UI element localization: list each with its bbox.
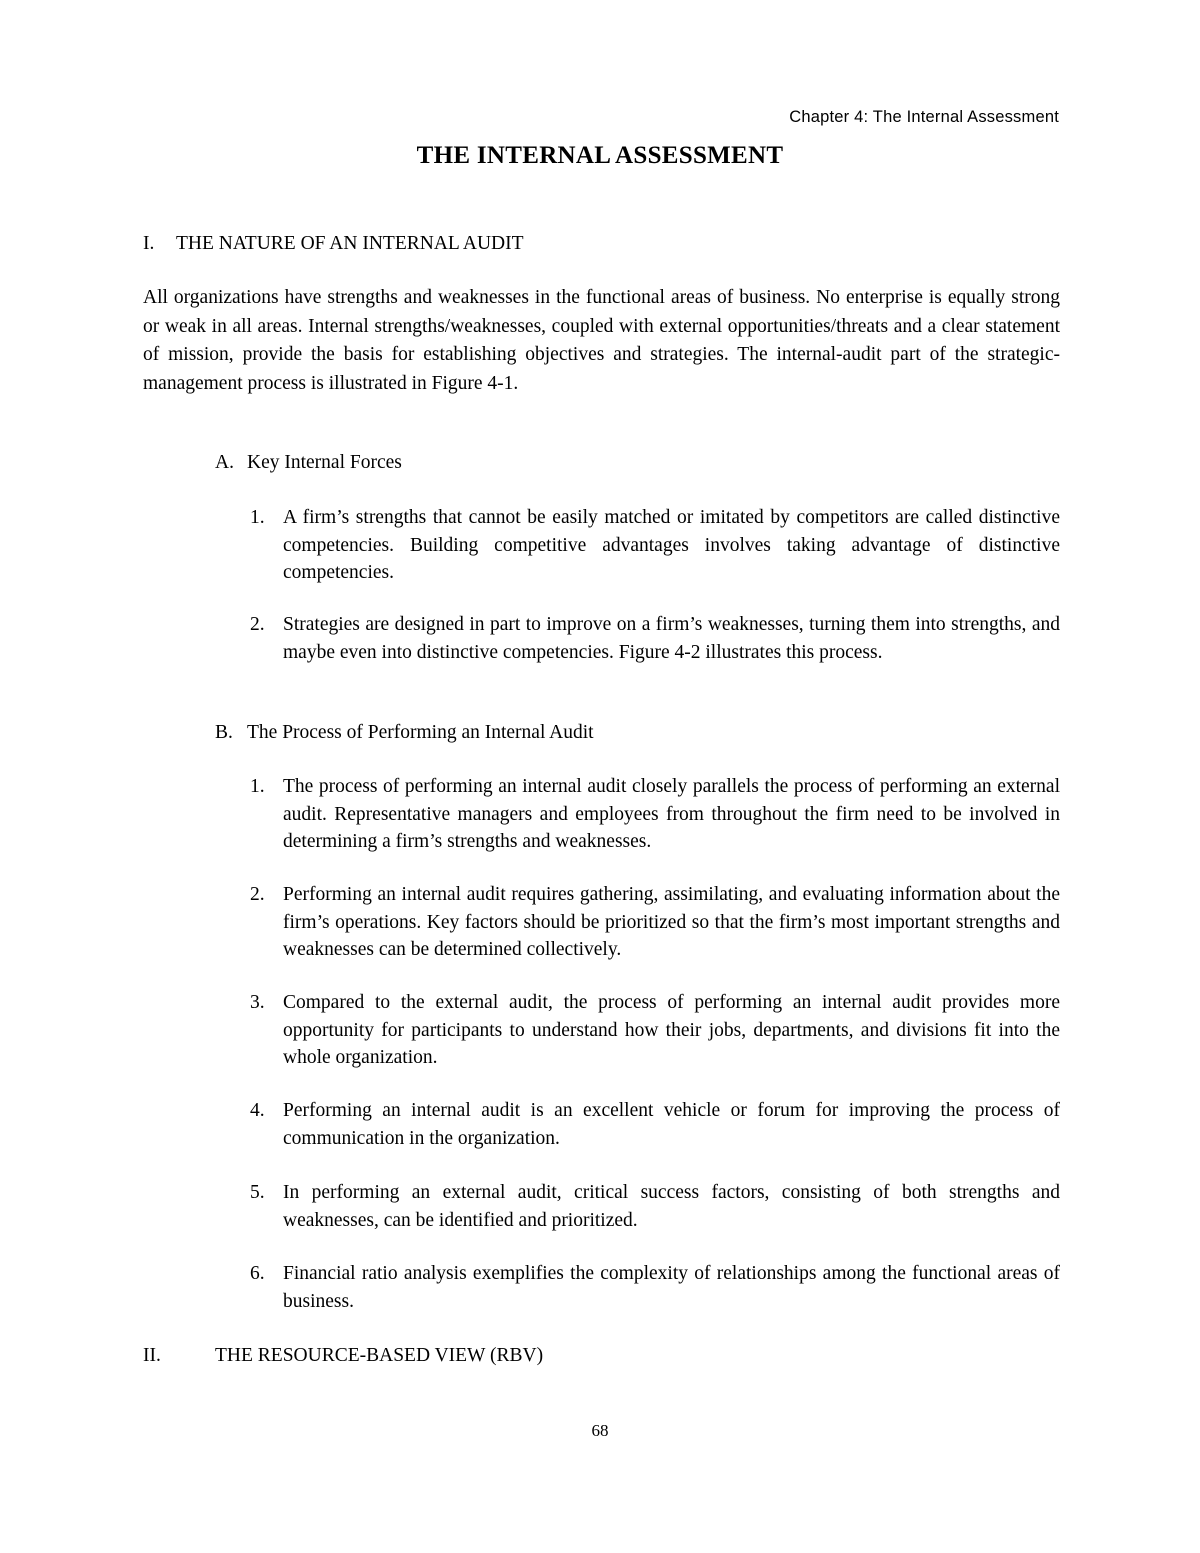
list-item-number: 6.: [250, 1263, 265, 1284]
subsection-heading: [215, 719, 915, 747]
subsection-title: The Process of Performing an Internal Audit: [247, 722, 594, 743]
section-heading: [143, 1342, 943, 1370]
list-item-number: 5.: [250, 1182, 265, 1203]
page-number: 68: [591, 1421, 609, 1440]
list-item-text: A firm’s strengths that cannot be easily matched or imitated by competitors are called distinctive competencies. Building competitive advantages involves taking advantage of distinctive competencies.: [283, 507, 1060, 583]
list-item-text: Performing an internal audit requires gathering, assimilating, and evaluating information about the firm’s operations. Key factors should be prioritized so that the firm’s most important strengths and weaknesses can be determined collectively.: [283, 884, 1060, 960]
list-item-number: 4.: [250, 1100, 265, 1121]
list-item-number: 1.: [250, 507, 265, 528]
list-item-number: 1.: [250, 776, 265, 797]
running-header: Chapter 4: The Internal Assessment: [789, 108, 1059, 126]
list-item-text: Compared to the external audit, the process of performing an internal audit provides more opportunity for participants to understand how their jobs, departments, and divisions fit into the whole organization.: [283, 992, 1060, 1068]
list-item-number: 3.: [250, 992, 265, 1013]
list-item-number: 2.: [250, 884, 265, 905]
intro-paragraph: All organizations have strengths and weaknesses in the functional areas of business. No enterprise is equally strong or weak in all areas. Internal strengths/weaknesses, coupled with external opportunities/threats and a clear statement of mission, provide the basis for establishing objectives and strategies. The internal-audit part of the strategic-management process is illustrated in Figure 4-1.: [143, 287, 1060, 394]
list-item-text: Financial ratio analysis exemplifies the complexity of relationships among the functional areas of business.: [283, 1263, 1060, 1312]
section-number: II.: [143, 1345, 161, 1366]
subsection-letter: A.: [215, 452, 234, 473]
subsection-title: Key Internal Forces: [247, 452, 402, 473]
list-item-text: In performing an external audit, critical success factors, consisting of both strengths and weaknesses, can be identified and prioritized.: [283, 1182, 1060, 1231]
subsection-letter: B.: [215, 722, 233, 743]
page-title: THE INTERNAL ASSESSMENT: [416, 142, 784, 169]
section-title: THE NATURE OF AN INTERNAL AUDIT: [176, 233, 524, 254]
section-title: THE RESOURCE-BASED VIEW (RBV): [215, 1345, 544, 1366]
subsection-heading: [215, 449, 815, 477]
section-number: I.: [143, 233, 155, 254]
section-heading: [143, 230, 943, 258]
list-item-number: 2.: [250, 614, 265, 635]
list-item-text: The process of performing an internal audit closely parallels the process of performing an external audit. Representative managers and employees from throughout the firm need to be involved in determining a firm’s strengths and weaknesses.: [283, 776, 1060, 852]
list-item-text: Strategies are designed in part to improve on a firm’s weaknesses, turning them into strengths, and maybe even into distinctive competencies. Figure 4-2 illustrates this process.: [283, 614, 1060, 663]
list-item-text: Performing an internal audit is an excellent vehicle or forum for improving the process of communication in the organization.: [283, 1100, 1060, 1149]
